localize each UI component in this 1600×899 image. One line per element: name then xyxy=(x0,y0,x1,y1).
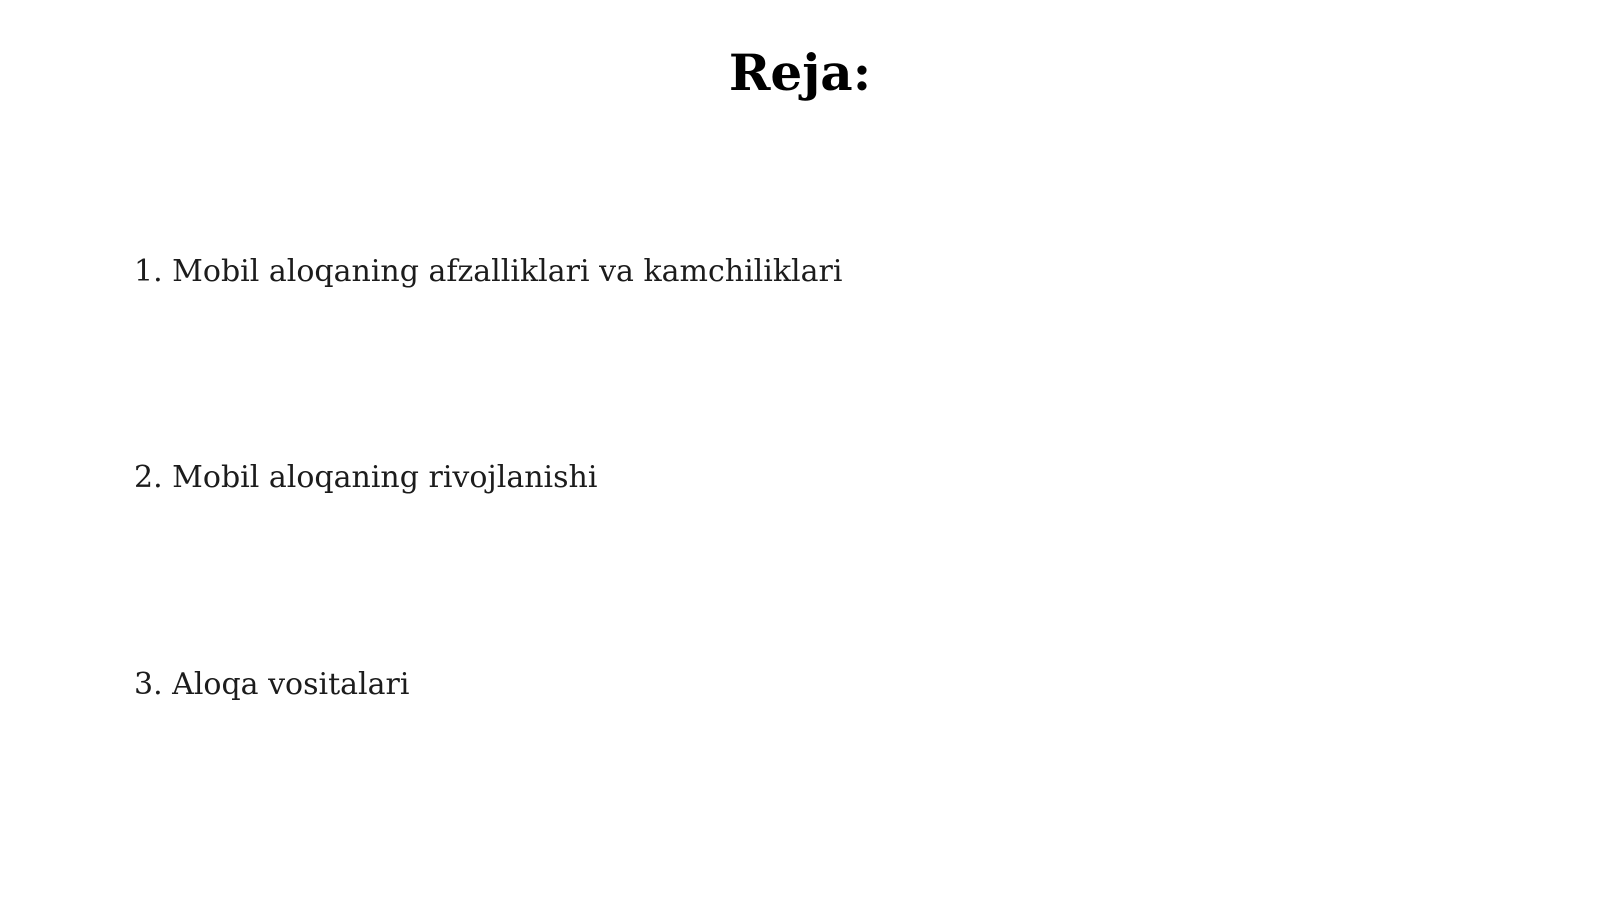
list-item: 2. Mobil aloqaning rivojlanishi xyxy=(134,460,598,495)
list-item: 1. Mobil aloqaning afzalliklari va kamchiliklari xyxy=(134,254,843,289)
list-item: 3. Aloqa vositalari xyxy=(134,667,410,702)
slide-title: Reja: xyxy=(728,43,872,102)
